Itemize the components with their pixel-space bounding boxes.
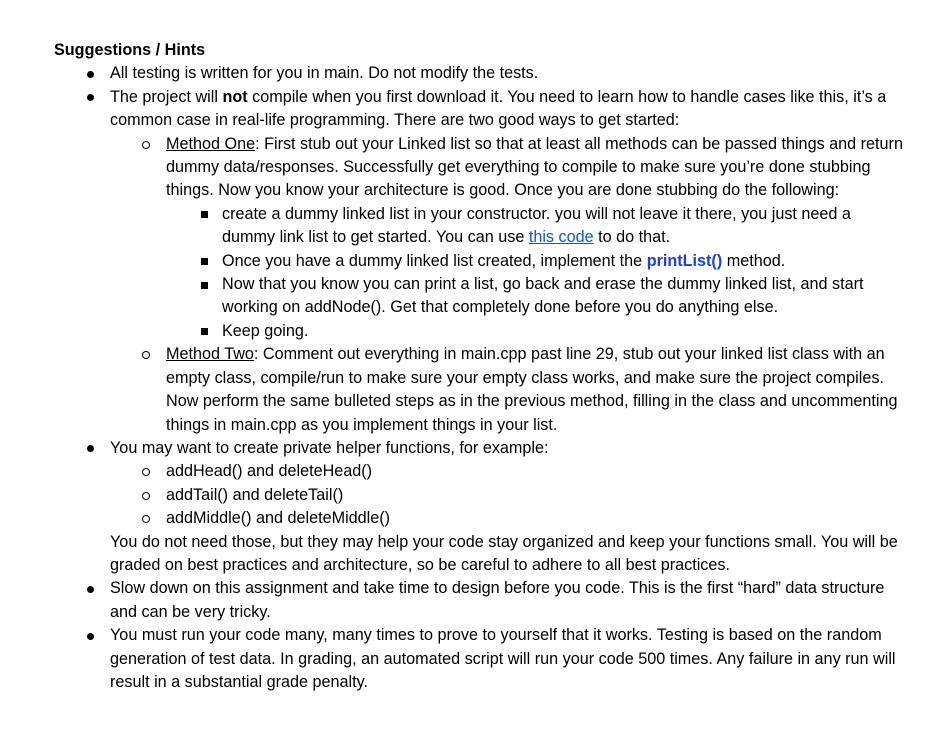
this-code-link[interactable]: this code (528, 228, 594, 247)
section-heading: Suggestions / Hints (54, 41, 206, 59)
method-two-label: Method Two (166, 345, 254, 364)
hint-helpers: You may want to create private helper functions, for example: addHead() and deleteHead() addTail() and deleteTail() addMiddle() and deleteMiddle() You do not need those, but they may help your code stay organized and keep your functions small. You will be graded on best practices and architecture, so be careful to adhere to all best practices. (54, 437, 904, 577)
methods-list (110, 133, 904, 437)
hints-list (54, 62, 904, 694)
helpers-list (110, 460, 904, 530)
helper-item: addHead() and deleteHead() (110, 460, 904, 483)
method-two: Method Two: Comment out everything in main.cpp past line 29, stub out your linked list class with an empty class, compile/run to make sure your empty class works, and make sure the project compiles. Now perform the same bulleted steps as in the previous method, filling in the class and uncommenting things in main.cpp as you implement things in your list. (110, 343, 904, 437)
helpers-note: You do not need those, but they may help your code stay organized and keep your functions small. You will be graded on best practices and architecture, so be careful to adhere to all best practices. (110, 532, 898, 574)
hint-run-many: You must run your code many, many times to prove to yourself that it works. Testing is based on the random generation of test data. In grading, an automated script will run your code 500 times. Any failure in any run will result in a substantial grade penalty. (54, 624, 904, 694)
helper-item: addTail() and deleteTail() (110, 484, 904, 507)
step-printlist: Once you have a dummy linked list created, implement the printList() method. (166, 250, 904, 273)
step-addnode: Now that you know you can print a list, go back and erase the dummy linked list, and start working on addNode(). Get that completely done before you do anything else. (166, 273, 904, 320)
method-one-label: Method One (166, 134, 256, 153)
method-one-steps (166, 203, 904, 343)
hint-testing: All testing is written for you in main. Do not modify the tests. (54, 62, 904, 85)
method-one: Method One: First stub out your Linked list so that at least all methods can be passed things and return dummy data/responses. Successfully get everything to compile to make sure you’re done stubbing things. Now you know your architecture is good. Once you are done stubbing do the following: create a dummy linked list in your constructor. you will not leave it there, you just need a dummy link list to get started. You can use this code to do that. Once you have a dummy linked list created, implement the printList() method. Now that you know you can print a list, go back and erase the dummy linked list, and start working on addNode(). Get that completely done before you do anything else. Keep going. (110, 133, 904, 344)
step-dummy-list: create a dummy linked list in your constructor. you will not leave it there, you just need a dummy link list to get started. You can use this code to do that. (166, 203, 904, 250)
step-keep-going: Keep going. (166, 320, 904, 343)
hint-compile: The project will not compile when you first download it. You need to learn how to handle cases like this, it’s a common case in real-life programming. There are two good ways to get started: Method One: First stub out your Linked list so that at least all methods can be passed things and return dummy data/responses. Successfully get everything to compile to make sure you’re done stubbing things. Now you know your architecture is good. Once you are done stubbing do the following: create a dummy linked list in your constructor. you will not leave it there, you just need a dummy link list to get started. You can use this code to do that. Once you have a dummy linked list created, implement the printList() method. Now that you know you can print a list, go back and erase the dummy linked list, and start working on addNode(). Get that completely done before you do anything else. Keep going. Method Two: Comment out everything in main.cpp past line 29, stub out your linked list class with an empty class, compile/run to make sure your empty class works, and make sure the project compiles. Now perform the same bulleted steps as in the previous method, filling in the class and uncommenting things in main.cpp as you implement things in your list. (54, 86, 904, 437)
document-body (54, 39, 904, 694)
printlist-code: printList() (646, 251, 723, 270)
helper-item: addMiddle() and deleteMiddle() (110, 507, 904, 530)
hint-slow-down: Slow down on this assignment and take time to design before you code. This is the first “hard” data structure and can be very tricky. (54, 577, 904, 624)
